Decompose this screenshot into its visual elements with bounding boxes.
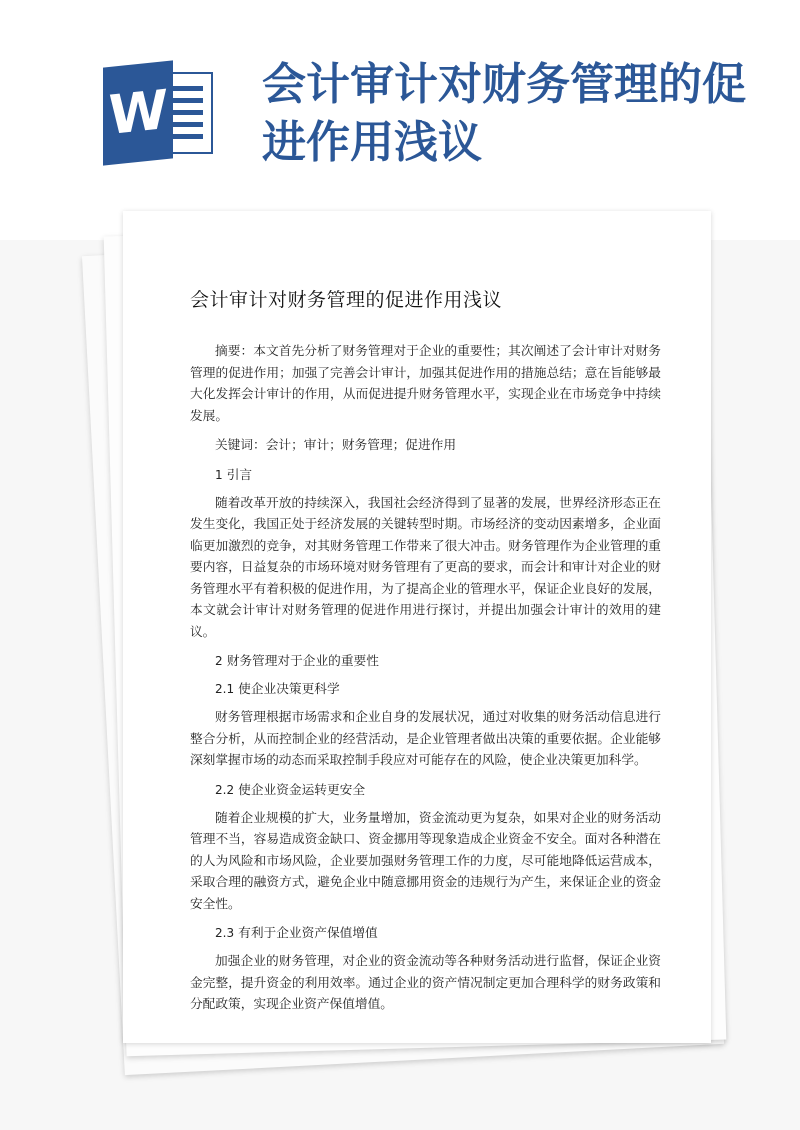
document-page bbox=[123, 211, 711, 1043]
section-heading bbox=[190, 680, 661, 698]
section-heading bbox=[190, 652, 661, 670]
document-body bbox=[190, 466, 661, 1015]
body-paragraph: 财务管理根据市场需求和企业自身的发展状况，通过对收集的财务活动信息进行整合分析，从而控制企业的经营活动，是企业管理者做出决策的重要依据。企业能够深刻掌握市场的动态而采取控制手段应对可能存在的风险，使企业决策更加科学。 bbox=[190, 709, 661, 767]
section-heading bbox=[190, 924, 661, 942]
section-heading bbox=[190, 781, 661, 799]
section-heading-text: 使企业决策更科学 bbox=[238, 681, 340, 696]
section-number: 2.1 bbox=[215, 682, 235, 696]
body-paragraph: 随着企业规模的扩大，业务量增加，资金流动更为复杂，如果对企业的财务活动管理不当，容易造成资金缺口、资金挪用等现象造成企业资金不安全。面对各种潜在的人为风险和市场风险，企业要加强财务管理工作的力度，尽可能地降低运营成本，采取合理的融资方式，避免企业中随意挪用资金的违规行为产生，来保证企业的资金安全性。 bbox=[190, 809, 661, 911]
word-logo-letter: W bbox=[103, 60, 173, 165]
section-number: 2 bbox=[215, 654, 223, 668]
body-paragraph: 随着改革开放的持续深入，我国社会经济得到了显著的发展，世界经济形态正在发生变化，我国正处于经济发展的关键转型时期。市场经济的变动因素增多，企业面临更加激烈的竞争，对其财务管理工作带来了很大冲击。财务管理作为企业管理的重要内容，日益复杂的市场环境对财务管理有了更高的要求，而会计和审计对企业的财务管理水平有着积极的促进作用，为了提高企业的管理水平，保证企业良好的发展，本文就会计审计对财务管理的促进作用进行探讨，并提出加强会计审计的效用的建议。 bbox=[190, 494, 661, 639]
section-heading-text: 有利于企业资产保值增值 bbox=[238, 925, 378, 940]
body-paragraph: 加强企业的财务管理，对企业的资金流动等各种财务活动进行监督，保证企业资金完整，提升资金的利用效率。通过企业的资产情况制定更加合理科学的财务政策和分配政策，实现企业资产保值增值。 bbox=[190, 953, 661, 1011]
abstract: 摘要：本文首先分析了财务管理对于企业的重要性；其次阐述了会计审计对财务管理的促进作用；加强了完善会计审计，加强其促进作用的措施总结；意在旨能够最大化发挥会计审计的作用，从而促进提升财务管理水平，实现企业在市场竞争中持续发展。 bbox=[190, 343, 661, 423]
keywords: 关键词：会计；审计；财务管理；促进作用 bbox=[215, 437, 457, 452]
document-title: 会计审计对财务管理的促进作用浅议 bbox=[190, 289, 503, 311]
section-number: 2.3 bbox=[215, 926, 235, 940]
section-number: 1 bbox=[215, 467, 223, 482]
section-heading bbox=[190, 466, 661, 484]
section-heading-text: 财务管理对于企业的重要性 bbox=[226, 653, 379, 668]
section-heading-text: 引言 bbox=[226, 466, 253, 482]
section-number: 2.2 bbox=[215, 782, 235, 797]
section-heading-text: 使企业资金运转更安全 bbox=[238, 781, 366, 797]
page-title: 会计审计对财务管理的促进作用浅议 bbox=[262, 59, 746, 168]
word-doc-icon bbox=[103, 64, 215, 162]
